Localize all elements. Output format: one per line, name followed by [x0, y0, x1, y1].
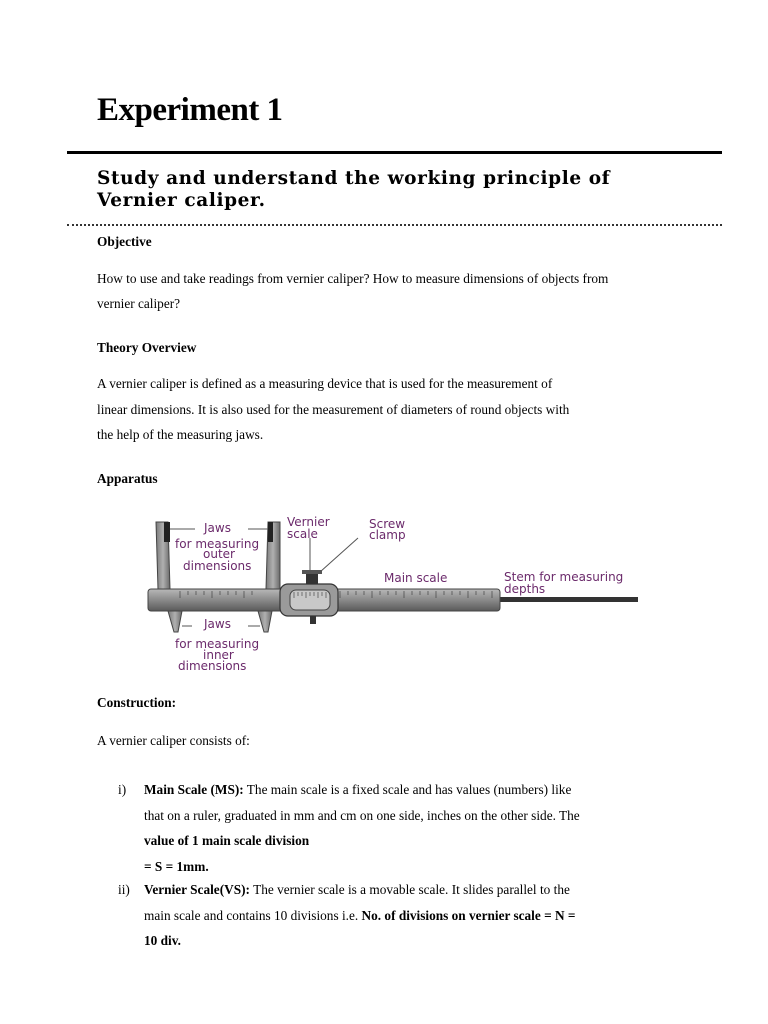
vernier-scale-line-2b: No. of divisions on vernier scale = N =: [361, 907, 576, 923]
objective-line-1: How to use and take readings from vernier caliper? How to measure dimensions of objects from: [97, 271, 609, 286]
label-main-scale: Main scale: [384, 571, 448, 585]
label-jaws-inner-line2: for measuring: [175, 637, 260, 651]
list-number: ii): [118, 882, 130, 897]
main-scale-term: Main Scale (MS):: [144, 782, 244, 797]
label-jaws-outer-line4: dimensions: [183, 559, 252, 573]
apparatus-heading: Apparatus: [97, 471, 158, 486]
main-scale-line-3: value of 1 main scale division: [144, 833, 310, 848]
list-number: i): [118, 782, 127, 797]
label-stem: Stem for measuring: [504, 570, 624, 584]
theory-line-2: linear dimensions. It is also used for the measurement of diameters of round objects with: [97, 402, 570, 417]
experiment-subtitle: Study and understand the working principle of Vernier caliper.: [97, 168, 611, 211]
label-screw: Screw: [369, 517, 406, 531]
label-vernier: Vernier: [287, 515, 330, 529]
label-jaws-inner: Jaws: [204, 617, 231, 631]
vernier-scale-term: Vernier Scale(VS):: [144, 882, 250, 897]
objective-heading: Objective: [97, 234, 152, 249]
label-stem-line2: depths: [504, 582, 546, 596]
theory-line-3: the help of the measuring jaws.: [97, 427, 264, 442]
sliding-inner-jaw: [258, 611, 272, 632]
vernier-scale-line-2: [144, 903, 704, 929]
vernier-caliper-diagram: [140, 510, 640, 680]
construction-intro: A vernier caliper consists of:: [97, 733, 250, 748]
label-jaws-inner-line4: dimensions: [178, 659, 247, 673]
label-jaws-inner-line3: inner: [203, 648, 234, 662]
vernier-scale-line-2a: main scale and contains 10 divisions i.e.: [144, 907, 362, 923]
label-vernier-line2: scale: [287, 527, 318, 541]
main-scale-line-4: = S = 1mm.: [144, 858, 209, 874]
fixed-inner-jaw: [168, 611, 182, 632]
label-jaws-outer-line2: for measuring: [175, 537, 260, 551]
label-jaws-outer: Jaws: [204, 521, 231, 535]
main-scale-line-2: that on a ruler, graduated in mm and cm on one side, inches on the other side. The: [144, 807, 580, 823]
label-screw-line2: clamp: [369, 528, 406, 542]
vernier-scale-text: The vernier scale is a movable scale. It slides parallel to the: [250, 882, 570, 897]
theory-line-1: A vernier caliper is defined as a measuring device that is used for the measurement of: [97, 376, 553, 391]
theory-heading: Theory Overview: [97, 340, 197, 355]
subtitle-dotted-rule: [67, 224, 722, 226]
vernier-scale-line-1: [144, 877, 704, 903]
construction-heading: Construction:: [97, 695, 177, 710]
vernier-scale-line-3: 10 div.: [144, 933, 181, 948]
title-rule: [67, 151, 722, 154]
objective-line-2: vernier caliper?: [97, 296, 181, 311]
page-title: Experiment 1: [97, 92, 283, 128]
label-jaws-outer-line3: outer: [203, 547, 235, 561]
main-scale-text: The main scale is a fixed scale and has values (numbers) like: [243, 782, 572, 797]
depth-stem: [500, 597, 638, 602]
main-scale-line-1: [144, 777, 704, 803]
